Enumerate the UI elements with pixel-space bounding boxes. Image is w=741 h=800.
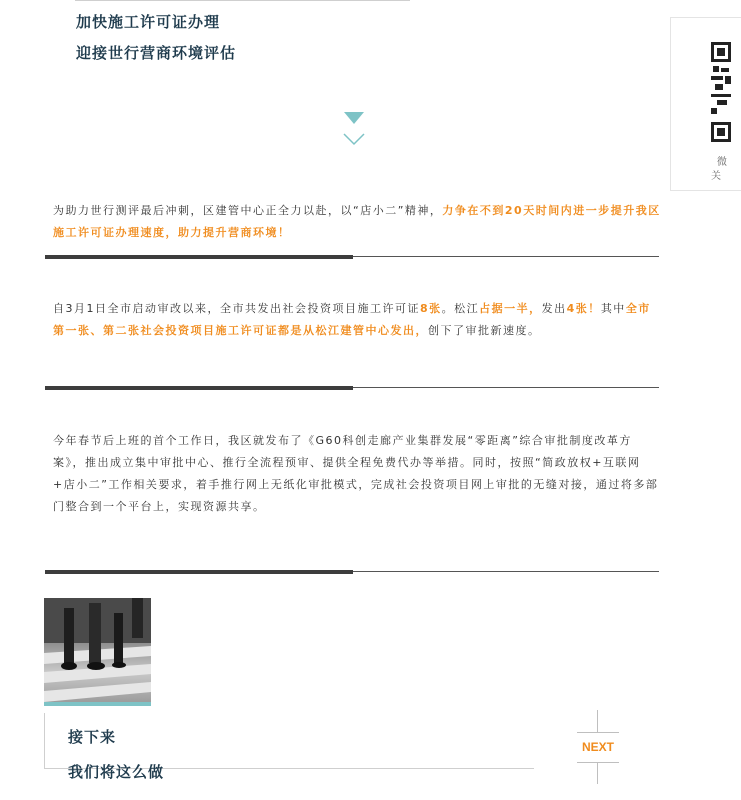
- photo-accent-strip: [44, 702, 151, 706]
- top-divider: [75, 0, 410, 1]
- crosswalk-illustration: [44, 598, 151, 704]
- divider-2-accent: [45, 386, 353, 390]
- p2-text-5: 创下了审批新速度。: [428, 324, 541, 337]
- headline-line-1: 加快施工许可证办理: [76, 13, 221, 31]
- side-panel: [670, 17, 741, 191]
- paragraph-1: [53, 200, 663, 244]
- chevron-down-icon: [343, 132, 365, 146]
- p2-highlight-1: 8张: [420, 302, 442, 315]
- paragraph-2: [53, 298, 663, 342]
- next-button-line-top: [597, 710, 598, 732]
- next-button[interactable]: [577, 710, 619, 784]
- headline-line-2: 迎接世行营商环境评估: [76, 44, 237, 62]
- next-card-title-2: 我们将这么做: [68, 763, 165, 781]
- next-button-line-bottom: [597, 762, 598, 784]
- p2-highlight-4: 全市第一张、第二张社会投资项目施工许可证都是从松江建管中心发出，: [53, 302, 651, 337]
- p2-highlight-2: 占据一半，: [479, 302, 542, 315]
- next-button-label: NEXT: [581, 740, 614, 754]
- next-button-border-top: [577, 732, 619, 733]
- p2-text-3: 发出: [541, 302, 567, 315]
- p2-text-2: 。松江: [441, 302, 480, 315]
- crosswalk-photo: [44, 598, 151, 704]
- p1-text: 为助力世行测评最后冲刺，区建管中心正全力以赴，以“店小二”精神，: [53, 204, 443, 217]
- p2-text-4: 其中: [600, 302, 626, 315]
- p1-highlight: 力争在不到20天时间内进一步提升我区施工许可证办理速度，助力提升营商环境！: [53, 204, 661, 239]
- divider-1-accent: [45, 255, 353, 259]
- next-card-border-left: [44, 713, 45, 769]
- paragraph-3: 今年春节后上班的首个工作日，我区就发布了《G60科创走廊产业集群发展“零距离”综合审批制度改革方案》，推出成立集中审批中心、推行全流程预审、提供全程免费代办等举措。同时，按照“简政放权+互联网+店小二”工作相关要求，着手推行网上无纸化审批模式，完成社会投资项目网上审批的无缝对接，通过将多部门整合到一个平台上，实现资源共享。: [53, 434, 659, 513]
- down-triangle-icon: [344, 112, 364, 124]
- divider-3-accent: [45, 570, 353, 574]
- side-text-2: 关: [711, 171, 721, 182]
- next-button-border-bottom: [577, 762, 619, 763]
- p2-highlight-3: 4张！: [566, 302, 601, 315]
- next-card-title-1: 接下来: [68, 728, 117, 746]
- side-text-1: 微: [717, 157, 727, 168]
- qr-code-icon[interactable]: [711, 42, 731, 142]
- p2-text-1: 自3月1日全市启动审改以来，全市共发出社会投资项目施工许可证: [53, 302, 420, 315]
